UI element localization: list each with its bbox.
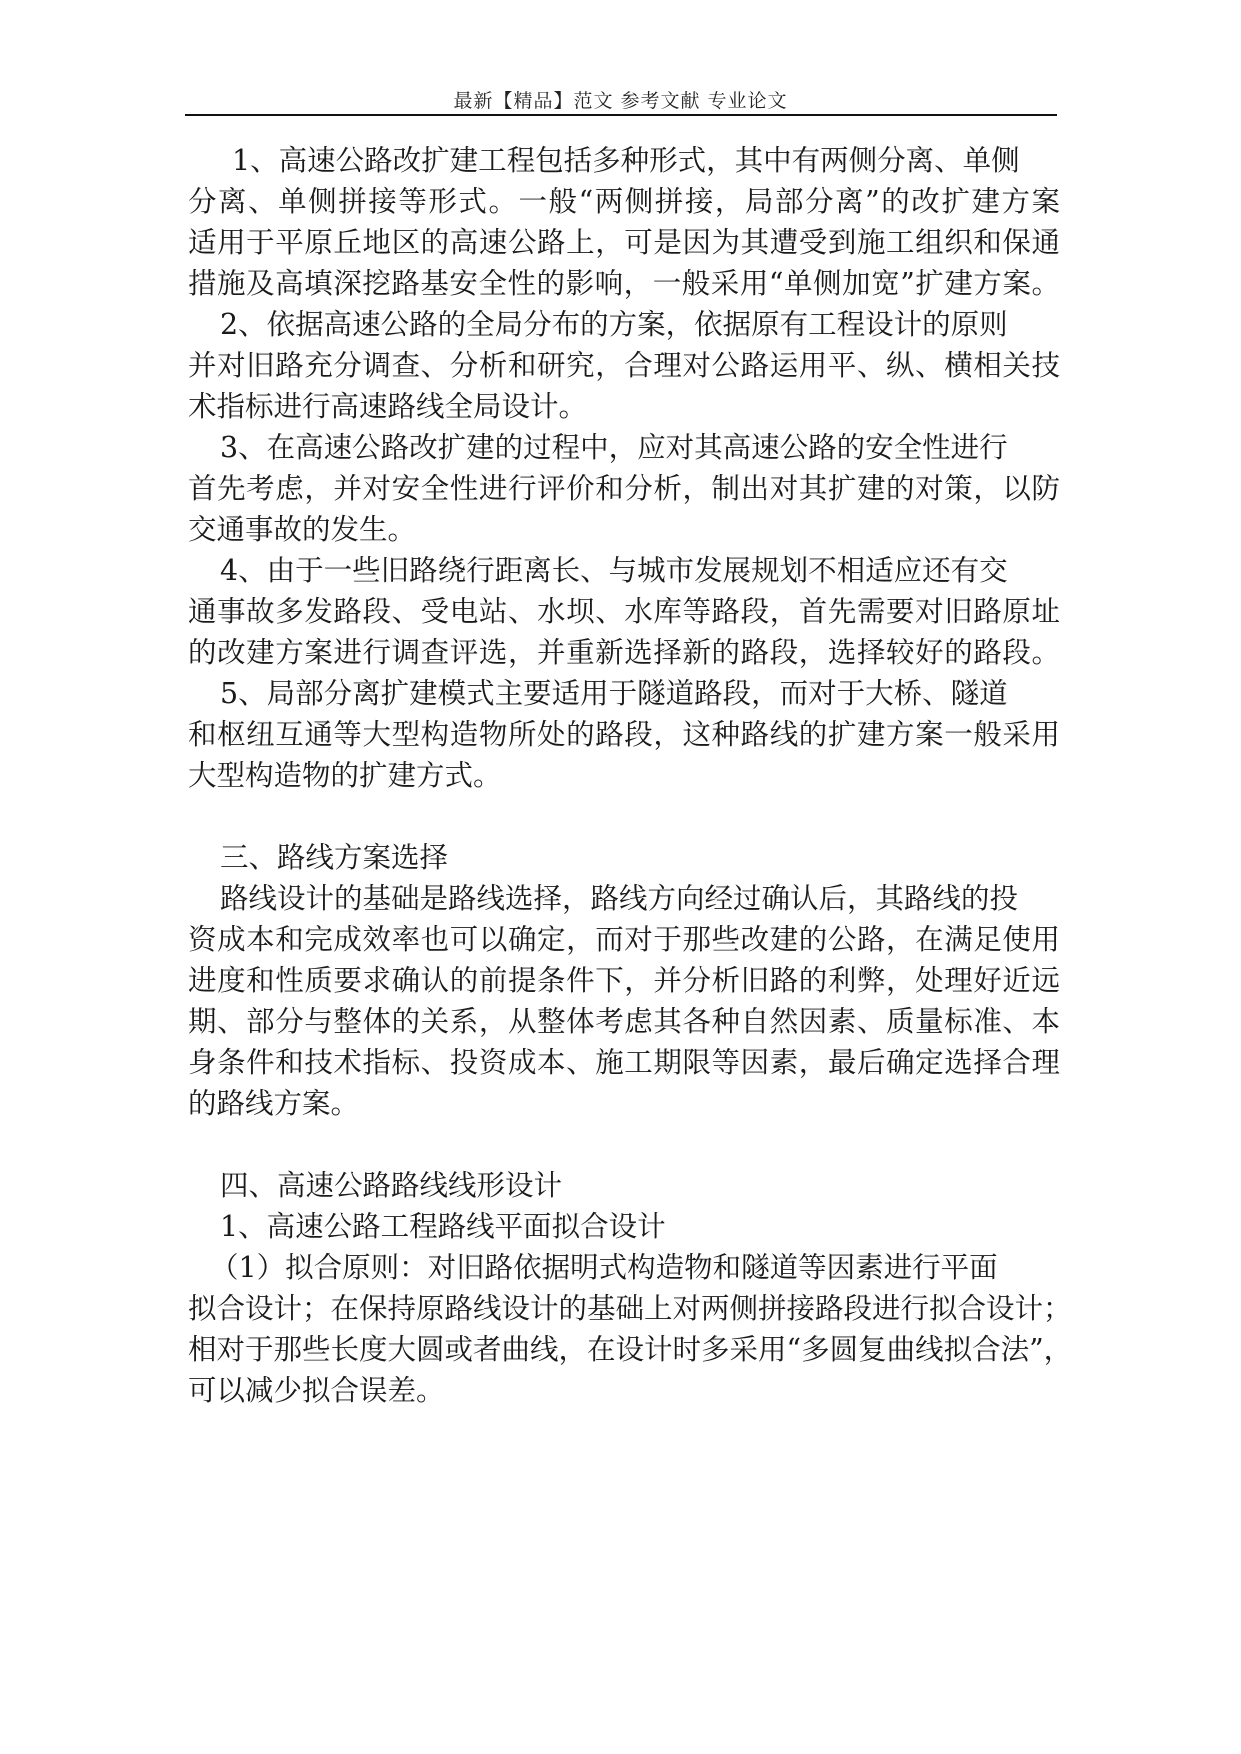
paragraph-line: 2、依据高速公路的全局分布的方案，依据原有工程设计的原则 xyxy=(220,308,1008,341)
paragraph-line: 交通事故的发生。 xyxy=(188,513,417,546)
section-heading: 三、路线方案选择 xyxy=(220,841,449,874)
paragraph-line: 并对旧路充分调查、分析和研究，合理对公路运用平、纵、横相关技 xyxy=(188,349,1060,382)
paragraph-line: 4、由于一些旧路绕行距离长、与城市发展规划不相适应还有交 xyxy=(220,554,1008,587)
paragraph-line: 适用于平原丘地区的高速公路上，可是因为其遭受到施工组织和保通 xyxy=(188,226,1060,259)
paragraph-line: 期、部分与整体的关系，从整体考虑其各种自然因素、质量标准、本 xyxy=(188,1005,1060,1038)
paragraph-line: 路线设计的基础是路线选择，路线方向经过确认后，其路线的投 xyxy=(220,882,1019,915)
section-heading: 四、高速公路路线线形设计 xyxy=(220,1169,563,1202)
paragraph-line: 术指标进行高速路线全局设计。 xyxy=(188,390,588,423)
subsection-heading: 1、高速公路工程路线平面拟合设计 xyxy=(220,1210,666,1243)
paragraph-line: 可以减少拟合误差。 xyxy=(188,1374,445,1407)
paragraph-line: 和枢纽互通等大型构造物所处的路段，这种路线的扩建方案一般采用 xyxy=(188,718,1060,751)
paragraph-line: 通事故多发路段、受电站、水坝、水库等路段，首先需要对旧路原址 xyxy=(188,595,1060,628)
paragraph-line: 的改建方案进行调查评选，并重新选择新的路段，选择较好的路段。 xyxy=(188,636,1060,669)
paragraph-line: 措施及高填深挖路基安全性的影响，一般采用“单侧加宽”扩建方案。 xyxy=(188,267,1060,300)
paragraph-line: 拟合设计；在保持原路线设计的基础上对两侧拼接路段进行拟合设计； xyxy=(188,1292,1072,1325)
header-divider xyxy=(185,114,1057,116)
paragraph-line: （1）拟合原则：对旧路依据明式构造物和隧道等因素进行平面 xyxy=(210,1251,998,1284)
paragraph-line: 1、高速公路改扩建工程包括多种形式，其中有两侧分离、单侧 xyxy=(232,144,1020,177)
paragraph-line: 分离、单侧拼接等形式。一般“两侧拼接，局部分离”的改扩建方案 xyxy=(188,185,1060,218)
paragraph-line: 首先考虑，并对安全性进行评价和分析，制出对其扩建的对策，以防 xyxy=(188,472,1060,505)
paragraph-line: 身条件和技术指标、投资成本、施工期限等因素，最后确定选择合理 xyxy=(188,1046,1060,1079)
paragraph-line: 资成本和完成效率也可以确定，而对于那些改建的公路，在满足使用 xyxy=(188,923,1060,956)
paragraph-line: 3、在高速公路改扩建的过程中，应对其高速公路的安全性进行 xyxy=(220,431,1008,464)
paragraph-line: 相对于那些长度大圆或者曲线，在设计时多采用“多圆复曲线拟合法”， xyxy=(188,1333,1073,1366)
paragraph-line: 5、局部分离扩建模式主要适用于隧道路段，而对于大桥、隧道 xyxy=(220,677,1008,710)
paragraph-line: 大型构造物的扩建方式。 xyxy=(188,759,502,792)
paragraph-line: 进度和性质要求确认的前提条件下，并分析旧路的利弊，处理好近远 xyxy=(188,964,1060,997)
page-header: 最新【精品】范文 参考文献 专业论文 xyxy=(453,90,788,112)
paragraph-line: 的路线方案。 xyxy=(188,1087,360,1120)
